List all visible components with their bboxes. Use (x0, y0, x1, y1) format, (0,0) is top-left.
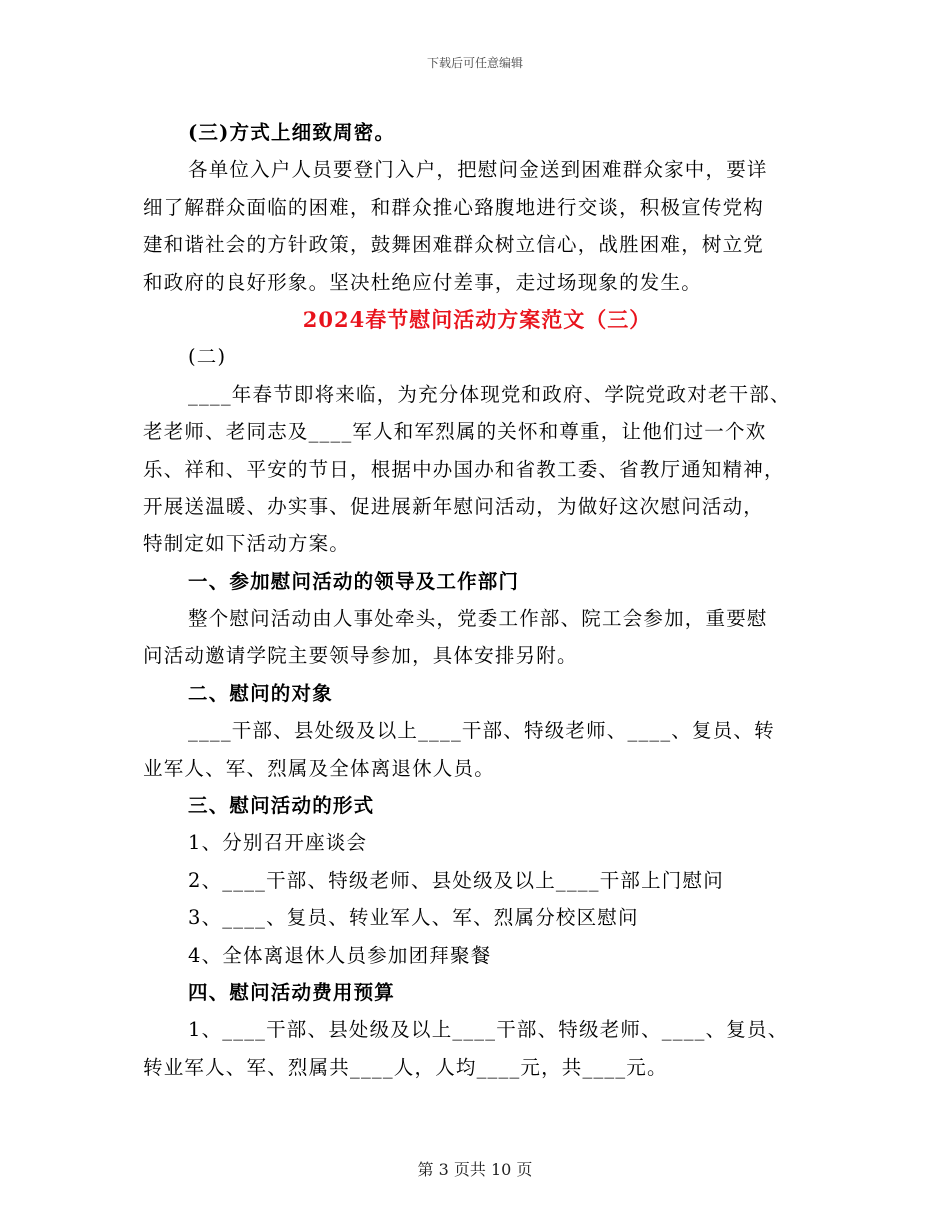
section-marker: (二) (188, 345, 227, 369)
paragraph-line: 老老师、老同志及____军人和军烈属的关怀和尊重，让他们过一个欢 (143, 420, 767, 444)
paragraph-line: ____年春节即将来临，为充分体现党和政府、学院党政对老干部、 (188, 382, 791, 406)
heading-targets: 二、慰问的对象 (188, 681, 333, 705)
heading-method: (三)方式上细致周密。 (188, 121, 396, 144)
paragraph-line: 整个慰问活动由人事处牵头，党委工作部、院工会参加，重要慰 (188, 607, 768, 631)
paragraph-line: 转业军人、军、烈属共____人，人均____元，共____元。 (143, 1055, 668, 1079)
page-footer: 第 3 页共 10 页 (417, 1160, 533, 1179)
heading-budget: 四、慰问活动费用预算 (188, 980, 396, 1004)
list-item: 4、全体离退休人员参加团拜聚餐 (188, 943, 492, 967)
paragraph-line: 细了解群众面临的困难，和群众推心臵腹地进行交谈，积极宣传党构 (143, 195, 765, 219)
paragraph-line: 和政府的良好形象。坚决杜绝应付差事，走过场现象的发生。 (143, 270, 702, 294)
paragraph-line: 建和谐社会的方针政策，鼓舞困难群众树立信心，战胜困难，树立党 (143, 233, 765, 257)
heading-forms: 三、慰问活动的形式 (188, 794, 375, 818)
page-header: 下载后可任意编辑 (426, 56, 523, 70)
paragraph-line: 乐、祥和、平安的节日，根据中办国办和省教工委、省教厅通知精神， (143, 457, 785, 481)
paragraph-line: 问活动邀请学院主要领导参加，具体安排另附。 (143, 644, 578, 668)
document-title: 2024春节慰问活动方案范文（三） (302, 306, 652, 332)
paragraph-line: 特制定如下活动方案。 (143, 532, 351, 556)
list-item: 2、____干部、特级老师、县处级及以上____干部上门慰问 (188, 868, 724, 892)
list-item: 3、____、复员、转业军人、军、烈属分校区慰问 (188, 906, 639, 930)
list-item: 1、分别召开座谈会 (188, 831, 368, 855)
paragraph-line: 开展送温暖、办实事、促进展新年慰问活动，为做好这次慰问活动， (143, 494, 765, 518)
list-item: 1、____干部、县处级及以上____干部、特级老师、____、复员、 (188, 1018, 789, 1042)
document-body (143, 114, 811, 1086)
paragraph-line: 业军人、军、烈属及全体离退休人员。 (143, 756, 495, 780)
heading-leaders: 一、参加慰问活动的领导及工作部门 (188, 569, 520, 593)
paragraph-line: 各单位入户人员要登门入户，把慰问金送到困难群众家中，要详 (188, 158, 768, 182)
paragraph-line: ____干部、县处级及以上____干部、特级老师、____、复员、转 (188, 719, 775, 743)
